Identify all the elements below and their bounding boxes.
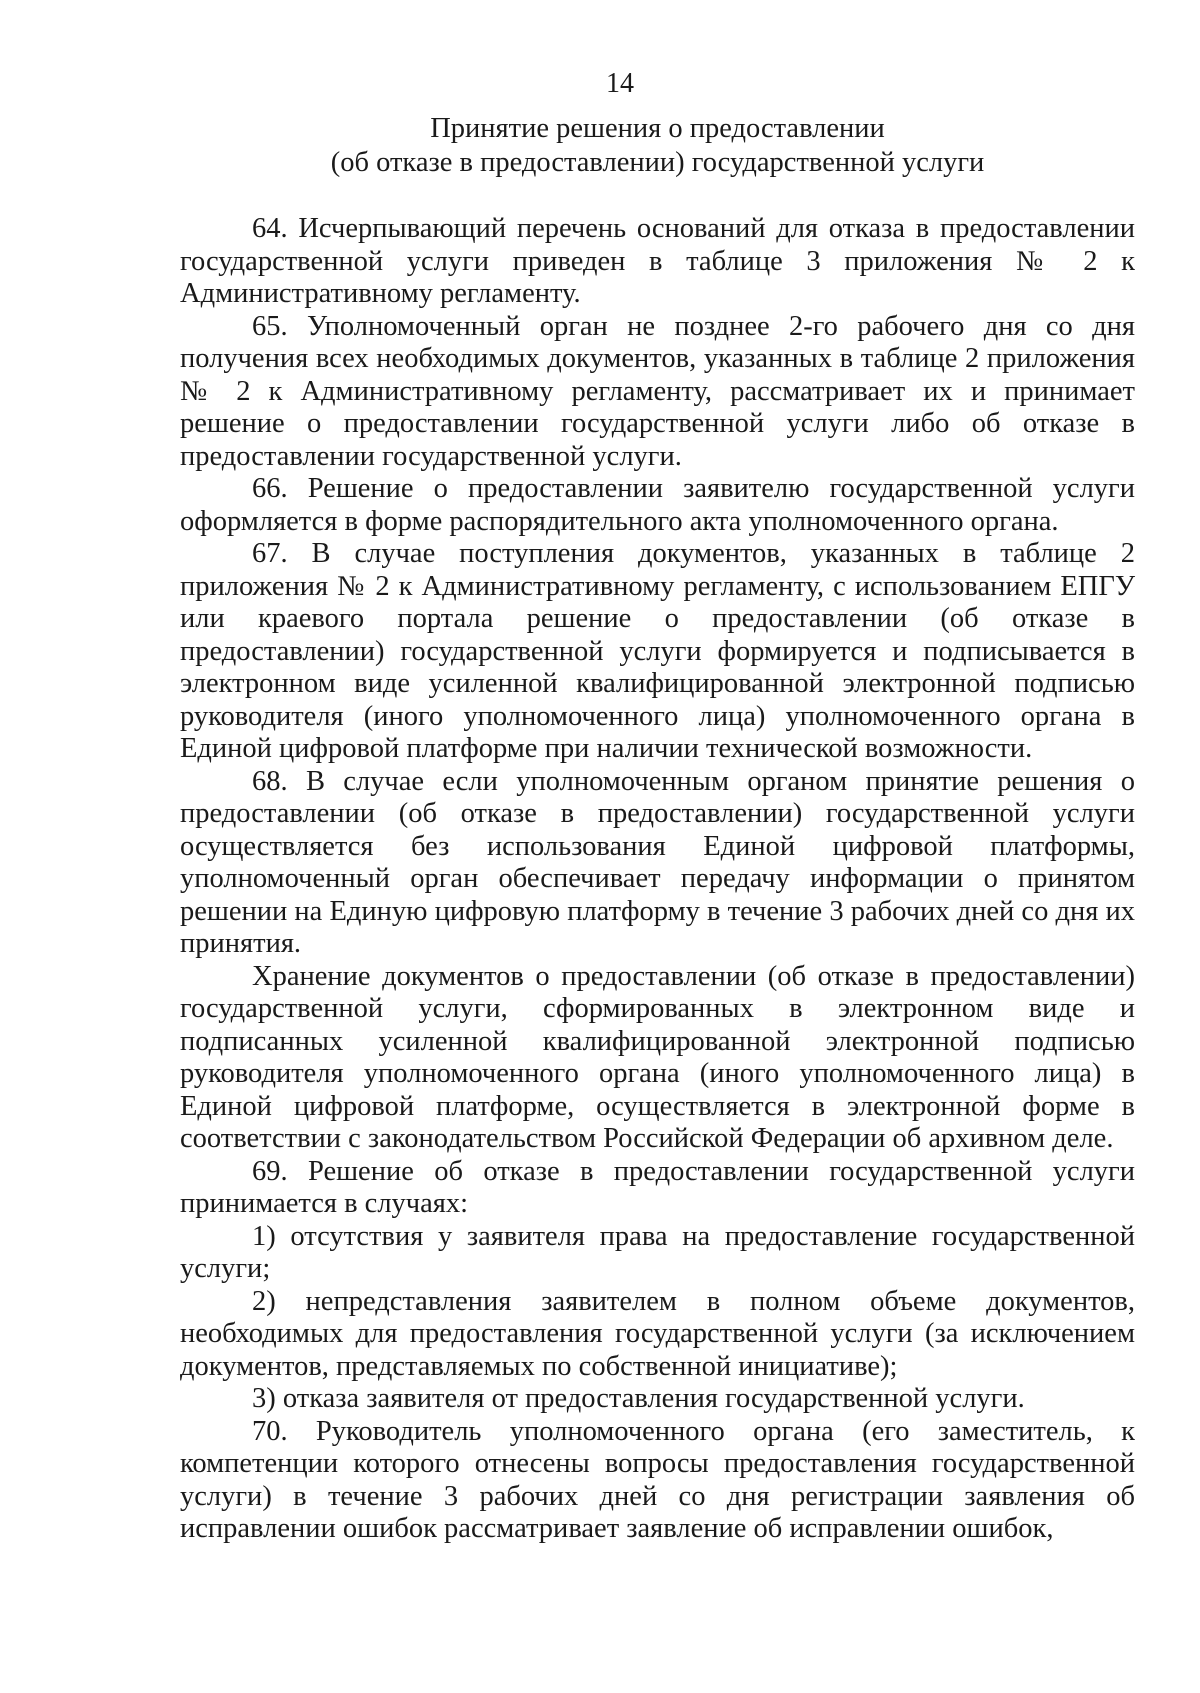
list-item-1: 1) отсутствия у заявителя права на предоставление государственной услуги; [180, 1220, 1135, 1284]
document-body [180, 213, 1135, 1546]
list-item-2: 2) непредставления заявителем в полном объеме документов, необходимых для предоставления государственной услуги (за исключением документов, представляемых по собственной инициативе); [180, 1285, 1135, 1382]
list-item-3: 3) отказа заявителя от предоставления государственной услуги. [252, 1383, 1025, 1414]
paragraph-66: 66. Решение о предоставлении заявителю государственной услуги оформляется в форме распорядительного акта уполномоченного органа. [180, 473, 1135, 537]
paragraph-68: 68. В случае если уполномоченным органом принятие решения о предоставлении (об отказе в предоставлении) государственной услуги осуществляется без использования Единой цифровой платформы, уполномоченный орган обеспечивает передачу информации о принятом решении на Единую цифровую платформу в течение 3 рабочих дней со дня их принятия. [180, 765, 1135, 959]
paragraph-70: 70. Руководитель уполномоченного органа (его заместитель, к компетенции которого отнесены вопросы предоставления государственной услуги) в течение 3 рабочих дней со дня регистрации заявления об исправлении ошибок рассматривает заявление об исправлении ошибок, [180, 1415, 1135, 1544]
paragraph-65: 65. Уполномоченный орган не позднее 2-го рабочего дня со дня получения всех необходимых документов, указанных в таблице 2 приложения № 2 к Административному регламенту, рассматривает их и принимает решение о предоставлении государственной услуги либо об отказе в предоставлении государственной услуги. [180, 310, 1135, 472]
section-heading [180, 112, 1135, 180]
paragraph-67: 67. В случае поступления документов, указанных в таблице 2 приложения № 2 к Административному регламенту, с использованием ЕПГУ или краевого портала решение о предоставлении (об отказе в предоставлении) государственной услуги формируется и подписывается в электронном виде усиленной квалифицированной электронной подписью руководителя (иного уполномоченного лица) уполномоченного органа в Единой цифровой платформе при наличии технической возможности. [180, 538, 1135, 764]
paragraph-64: 64. Исчерпывающий перечень оснований для отказа в предоставлении государственной услуги приведен в таблице 3 приложения № 2 к Административному регламенту. [180, 213, 1135, 309]
paragraph-storage: Хранение документов о предоставлении (об отказе в предоставлении) государственной услуги, сформированных в электронном виде и подписанных усиленной квалифицированной электронной подписью руководителя уполномоченного органа (иного уполномоченного лица) в Единой цифровой платформе, осуществляется в электронной форме в соответствии с законодательством Российской Федерации об архивном деле. [180, 960, 1135, 1154]
paragraph-69: 69. Решение об отказе в предоставлении государственной услуги принимается в случаях: [180, 1155, 1135, 1219]
section-heading-line-1: Принятие решения о предоставлении [430, 113, 885, 144]
section-heading-line-2: (об отказе в предоставлении) государственной услуги [330, 147, 985, 178]
page-number: 14 [606, 68, 634, 99]
